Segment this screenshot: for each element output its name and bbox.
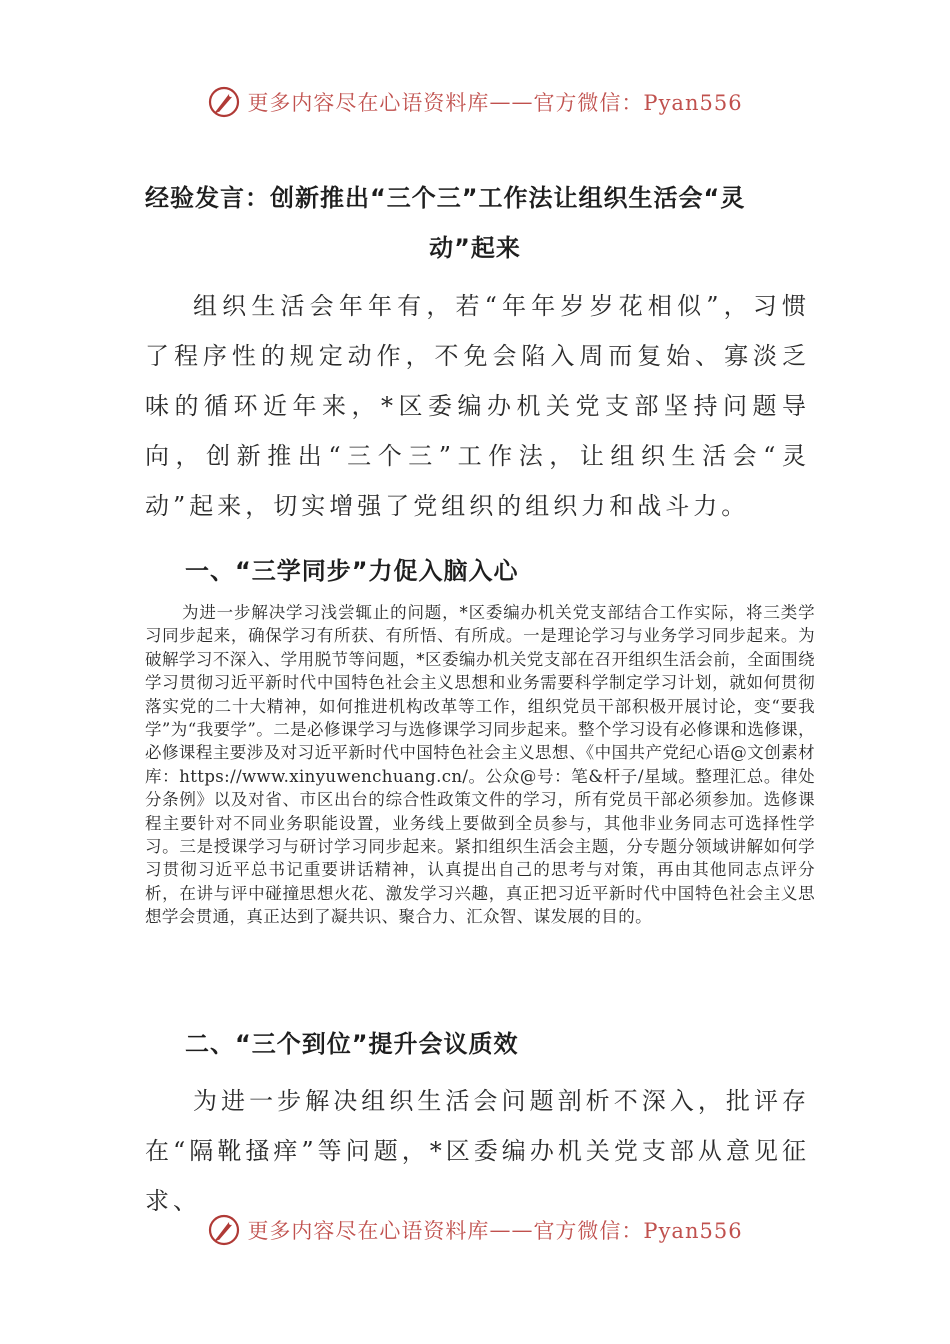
header-banner [0, 82, 950, 122]
section2-paragraph: 为进一步解决组织生活会问题剖析不深入，批评存在“隔靴搔痒”等问题，*区委编办机关党支部从意见征求、 [145, 1087, 810, 1215]
section2-heading: 二、“三个到位”提升会议质效 [185, 1030, 519, 1058]
banner-suffix: 官方微信：Pyan556 [533, 1219, 743, 1243]
quill-logo-icon [207, 1213, 241, 1247]
section1-body: 为进一步解决学习浅尝辄止的问题，*区委编办机关党支部结合工作实际，将三类学习同步起来，确保学习有所获、有所悟、有所成。一是理论学习与业务学习同步起来。为破解学习不深入、学用脱节等问题，*区委编办机关党支部在召开组织生活会前，全面围绕学习贯彻习近平新时代中国特色社会主义思想和业务需要科学制定学习计划，就如何贯彻落实党的二十大精神，如何推进机构改革等工作，组织党员干部积极开展讨论，变“要我学”为“我要学”。二是必修课学习与选修课学习同步起来。整个学习设有必修课和选修课，必修课程主要涉及对习近平新时代中国特色社会主义思想、《中国共产党纪心语@文创素材库：https://www.xinyuwenchuang.cn/。公众@号：笔&杆子/星域。整理汇总。律处分条例》以及对省、市区出台的综合性政策文件的学习，所有党员干部必须参加。选修课程主要针对不同业务职能设置，业务线上要做到全员参与，其他非业务同志可选择性学习。三是授课学习与研讨学习同步起来。紧扣组织生活会主题，分专题分领域讲解如何学习贯彻习近平总书记重要讲话精神，认真提出自己的思考与对策，再由其他同志点评分析，在讲与评中碰撞思想火花、激发学习兴趣，真正把习近平新时代中国特色社会主义思想学会贯通，真正达到了凝共识、聚合力、汇众智、谋发展的目的。 [145, 603, 815, 927]
banner-dash: —— [489, 1218, 534, 1242]
intro-paragraph: 组织生活会年年有，若“年年岁岁花相似”，习惯了程序性的规定动作，不免会陷入周而复始、寡淡乏味的循环近年来，*区委编办机关党支部坚持问题导向，创新推出“三个三”工作法，让组织生活会“灵动”起来，切实增强了党组织的组织力和战斗力。 [145, 292, 810, 520]
quill-logo-icon [207, 85, 241, 119]
banner-text: 更多内容尽在心语资料库 [247, 91, 490, 115]
footer-banner [0, 1210, 950, 1250]
document-title-line2: 动”起来 [429, 234, 521, 262]
banner-dash: —— [489, 90, 534, 114]
section1-heading: 一、“三学同步”力促入脑入心 [185, 557, 519, 585]
document-title-line1: 经验发言：创新推出“三个三”工作法让组织生活会“灵 [145, 184, 746, 212]
banner-suffix: 官方微信：Pyan556 [533, 91, 743, 115]
banner-text: 更多内容尽在心语资料库 [247, 1219, 490, 1243]
